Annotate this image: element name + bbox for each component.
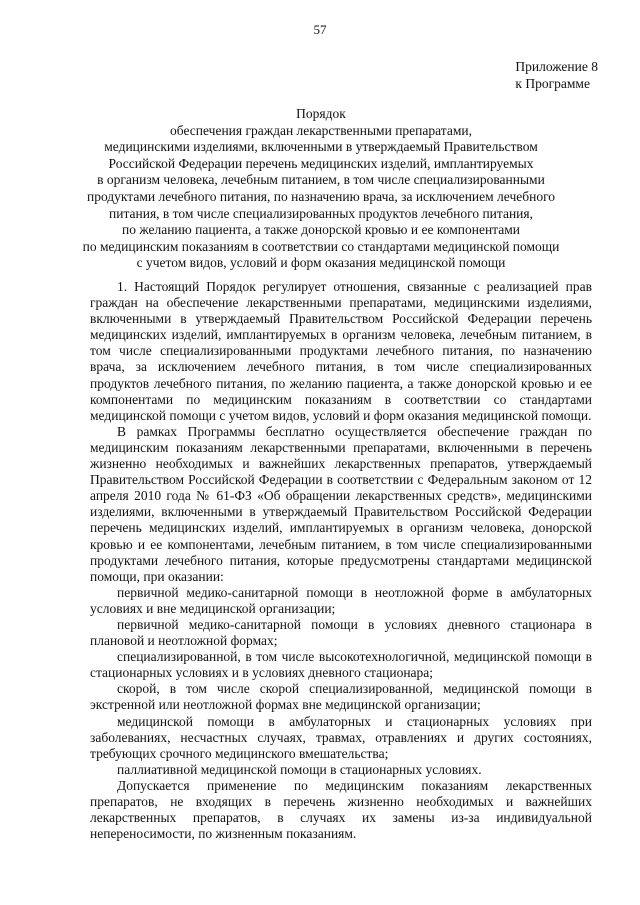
document-title	[60, 106, 582, 272]
title-line: по желанию пациента, а также донорской кровью и ее компонентами	[121, 222, 521, 238]
list-item-outpatient-inpatient: медицинской помощи в амбулаторных и стационарных условиях при заболеваниях, несчастных случаях, травмах, отравлениях и других состояниях, требующих срочного медицинского вмешательства;	[90, 713, 592, 761]
paragraph-scope: 1. Настоящий Порядок регулирует отношения, связанные с реализацией прав граждан на обеспечение лекарственными препаратами, медицинскими изделиями, включенными в утверждаемый Правительством Российской Федерации перечень медицинских изделий, имплантируемых в организм человека, лечебным питанием, в том числе специализированными продуктами лечебного питания, по назначению врача, за исключением лечебного питания, в том числе специализированных продуктов лечебного питания, по желанию пациента, а также донорской кровью и ее компонентами по медицинским показаниям в соответствии со стандартами медицинской помощи с учетом видов, условий и форм оказания медицинской помощи.	[90, 279, 592, 423]
list-item-palliative: паллиативной медицинской помощи в стационарных условиях.	[117, 761, 482, 777]
title-line: медицинскими изделиями, включенными в утверждаемый Правительством	[104, 139, 538, 155]
page-number: 57	[313, 22, 327, 37]
list-item-primary-day-hospital: первичной медико-санитарной помощи в условиях дневного стационара в плановой и неотложной формах;	[90, 616, 592, 649]
list-item-primary-urgent: первичной медико-санитарной помощи в неотложной форме в амбулаторных условиях и вне медицинской организации;	[90, 584, 592, 616]
title-line: Порядок	[296, 106, 346, 121]
title-line: продуктами лечебного питания, по назначению врача, за исключением лечебного	[86, 188, 556, 204]
paragraph-exceptions: Допускается применение по медицинским показаниям лекарственных препаратов, не входящих в перечень жизненно необходимых и важнейших лекарственных препаратов, в случаях их замены из-за индивидуальной непереносимости, по жизненным показаниям.	[90, 777, 592, 842]
appendix-program-label: к Программе	[515, 76, 590, 91]
title-line: питания, в том числе специализированных продуктов лечебного питания,	[109, 205, 533, 221]
title-line: с учетом видов, условий и форм оказания медицинской помощи	[136, 255, 506, 271]
list-item-emergency: скорой, в том числе скорой специализированной, медицинской помощи в экстренной или неотложной формах вне медицинской организации;	[90, 681, 592, 713]
paragraph-free-provision: В рамках Программы бесплатно осуществляется обеспечение граждан по медицинским показаниям лекарственными препаратами, включенными в перечень жизненно необходимых и важнейших лекарственных препаратов, утверждаемый Правительством Российской Федерации в соответствии с Федеральным законом от 12 апреля 2010 года № 61-ФЗ «Об обращении лекарственных средств», медицинскими изделиями, включенными в утверждаемый Правительством Российской Федерации перечень медицинских изделий, имплантируемых в организм человека, донорской кровью и ее компонентами, лечебным питанием, в том числе специализированными продуктами лечебного питания, которые предусмотрены стандартами медицинской помощи, при оказании:	[90, 423, 592, 584]
appendix-reference	[515, 58, 598, 92]
title-line: в организм человека, лечебным питанием, в том числе специализированными	[97, 172, 545, 188]
title-line: по медицинским показаниям в соответствии со стандартами медицинской помощи	[82, 238, 560, 254]
document-body	[90, 279, 592, 842]
list-item-specialized: специализированной, в том числе высокотехнологичной, медицинской помощи в стационарных условиях и в условиях дневного стационара;	[90, 649, 592, 681]
appendix-label: Приложение 8	[515, 59, 598, 74]
title-line: Российской Федерации перечень медицинских изделий, имплантируемых	[108, 155, 534, 171]
title-line: обеспечения граждан лекарственными препаратами,	[170, 122, 472, 138]
